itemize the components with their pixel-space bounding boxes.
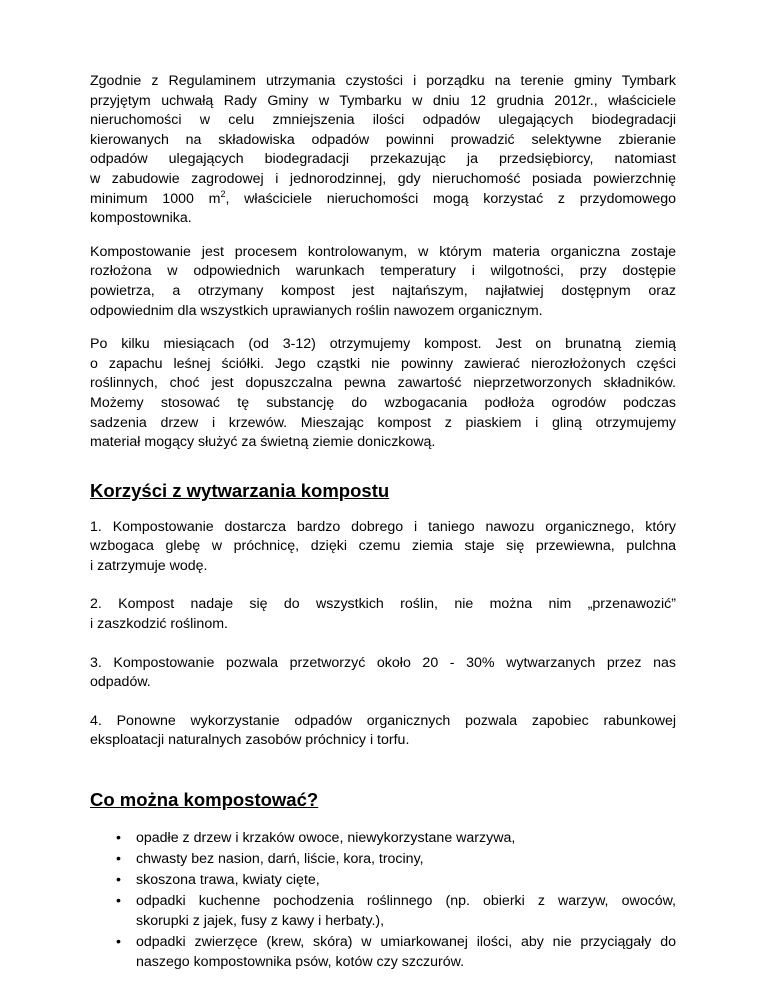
benefit-item — [90, 654, 676, 693]
text-line — [90, 190, 676, 210]
benefit-item — [90, 712, 676, 751]
benefit-item — [90, 595, 676, 634]
list-item — [90, 829, 676, 849]
text-line: naszego kompostownika psów, kotów czy szczurów. — [136, 953, 465, 970]
area-text: minimum 1000 m — [90, 190, 221, 207]
text-line: kierowanych na składowiska odpadów powinni prowadzić selektywne zbieranie — [90, 131, 676, 148]
text-line: Kompostowanie jest procesem kontrolowanym, w którym materia organiczna zostaje — [90, 243, 676, 260]
text-line: 4. Ponowne wykorzystanie odpadów organicznych pozwala zapobiec rabunkowej — [90, 712, 676, 729]
text-line: rozłożona w odpowiednich warunkach temperatury i wilgotności, przy dostępie — [90, 263, 676, 280]
list-item — [90, 871, 676, 891]
text-line: Po kilku miesiącach (od 3-12) otrzymujemy kompost. Jest on brunatną ziemią — [90, 336, 676, 353]
compost-result-paragraph — [90, 335, 676, 453]
text-line: roślinnych, choć jest dopuszczalna pewna zawartość nieprzetworzonych składników. — [90, 375, 676, 392]
text-line: 3. Kompostowanie pozwala przetworzyć około 20 - 30% wytwarzanych przez nas — [90, 654, 676, 671]
text-line: opadłe z drzew i krzaków owoce, niewykorzystane warzywa, — [136, 830, 516, 847]
text-line: i zatrzymuje wodę. — [90, 557, 208, 574]
text-line: skoszona trawa, kwiaty cięte, — [136, 872, 320, 889]
text-line: chwasty bez nasion, darń, liście, kora, trociny, — [136, 851, 424, 868]
text-line: kompostownika. — [90, 210, 192, 227]
text-line: przyjętym uchwałą Rady Gminy w Tymbarku w dniu 12 grudnia 2012r., właściciele — [90, 92, 676, 109]
text-line: w zabudowie zagrodowej i jednorodzinnej, gdy nieruchomość posiada powierzchnię — [90, 170, 676, 187]
intro-paragraph — [90, 72, 676, 229]
composting-definition-paragraph — [90, 243, 676, 321]
text-line: odpowiednim dla wszystkich uprawianych roślin nawozem organicznym. — [90, 302, 543, 319]
compostable-heading: Co można kompostować? — [90, 789, 319, 811]
bullet-icon: • — [116, 872, 121, 889]
bullet-icon: • — [116, 934, 121, 950]
text-line: wzbogaca glebę w próchnicę, dzięki czemu ziemia staje się przewiewna, pulchna — [90, 538, 676, 555]
text-line: skorupki z jajek, fusy z kawy i herbaty.), — [136, 912, 385, 929]
text-line: materiał mogący służyć za świetną ziemie doniczkową. — [90, 434, 436, 451]
benefit-item — [90, 518, 676, 577]
text-line: 2. Kompost nadaje się do wszystkich roślin, nie można nim „przenawozić” — [90, 596, 676, 613]
document-page — [90, 72, 676, 974]
text-line: powietrza, a otrzymany kompost jest najtańszym, najłatwiej dostępnym oraz — [90, 282, 676, 299]
text-line: eksploatacji naturalnych zasobów próchnicy i torfu. — [90, 732, 410, 749]
compostable-list — [90, 829, 676, 972]
list-item — [90, 850, 676, 870]
benefits-heading: Korzyści z wytwarzania kompostu — [90, 479, 390, 501]
bullet-icon: • — [116, 851, 121, 868]
text-line: sadzenia drzew i krzewów. Mieszając kompost z piaskiem i gliną otrzymujemy — [90, 414, 676, 431]
bullet-icon: • — [116, 893, 121, 910]
text-fragment: , właściciele nieruchomości mogą korzystać z przydomowego — [225, 190, 676, 207]
bullet-icon: • — [116, 830, 121, 847]
text-line: odpadów ulegających biodegradacji przekazując ja przedsiębiorcy, natomiast — [90, 151, 676, 168]
superscript: 2 — [220, 188, 226, 199]
text-line: i zaszkodzić roślinom. — [90, 616, 228, 633]
list-item — [90, 933, 676, 972]
text-line: Zgodnie z Regulaminem utrzymania czystości i porządku na terenie gminy Tymbark — [90, 73, 676, 89]
text-line: odpadów. — [90, 674, 151, 691]
text-line: nieruchomości w celu zmniejszenia ilości odpadów ulegających biodegradacji — [90, 112, 676, 129]
text-line: odpadki zwierzęce (krew, skóra) w umiarkowanej ilości, aby nie przyciągały do — [136, 934, 676, 950]
text-line: Możemy stosować tę substancję do wzbogacania podłoża ogrodów podczas — [90, 394, 676, 411]
list-item — [90, 892, 676, 931]
text-line: 1. Kompostowanie dostarcza bardzo dobrego i taniego nawozu organicznego, który — [90, 518, 676, 535]
text-line: o zapachu leśnej ściółki. Jego cząstki nie powinny zawierać nierozłożonych części — [90, 355, 676, 372]
text-line: odpadki kuchenne pochodzenia roślinnego (np. obierki z warzyw, owoców, — [136, 893, 676, 910]
